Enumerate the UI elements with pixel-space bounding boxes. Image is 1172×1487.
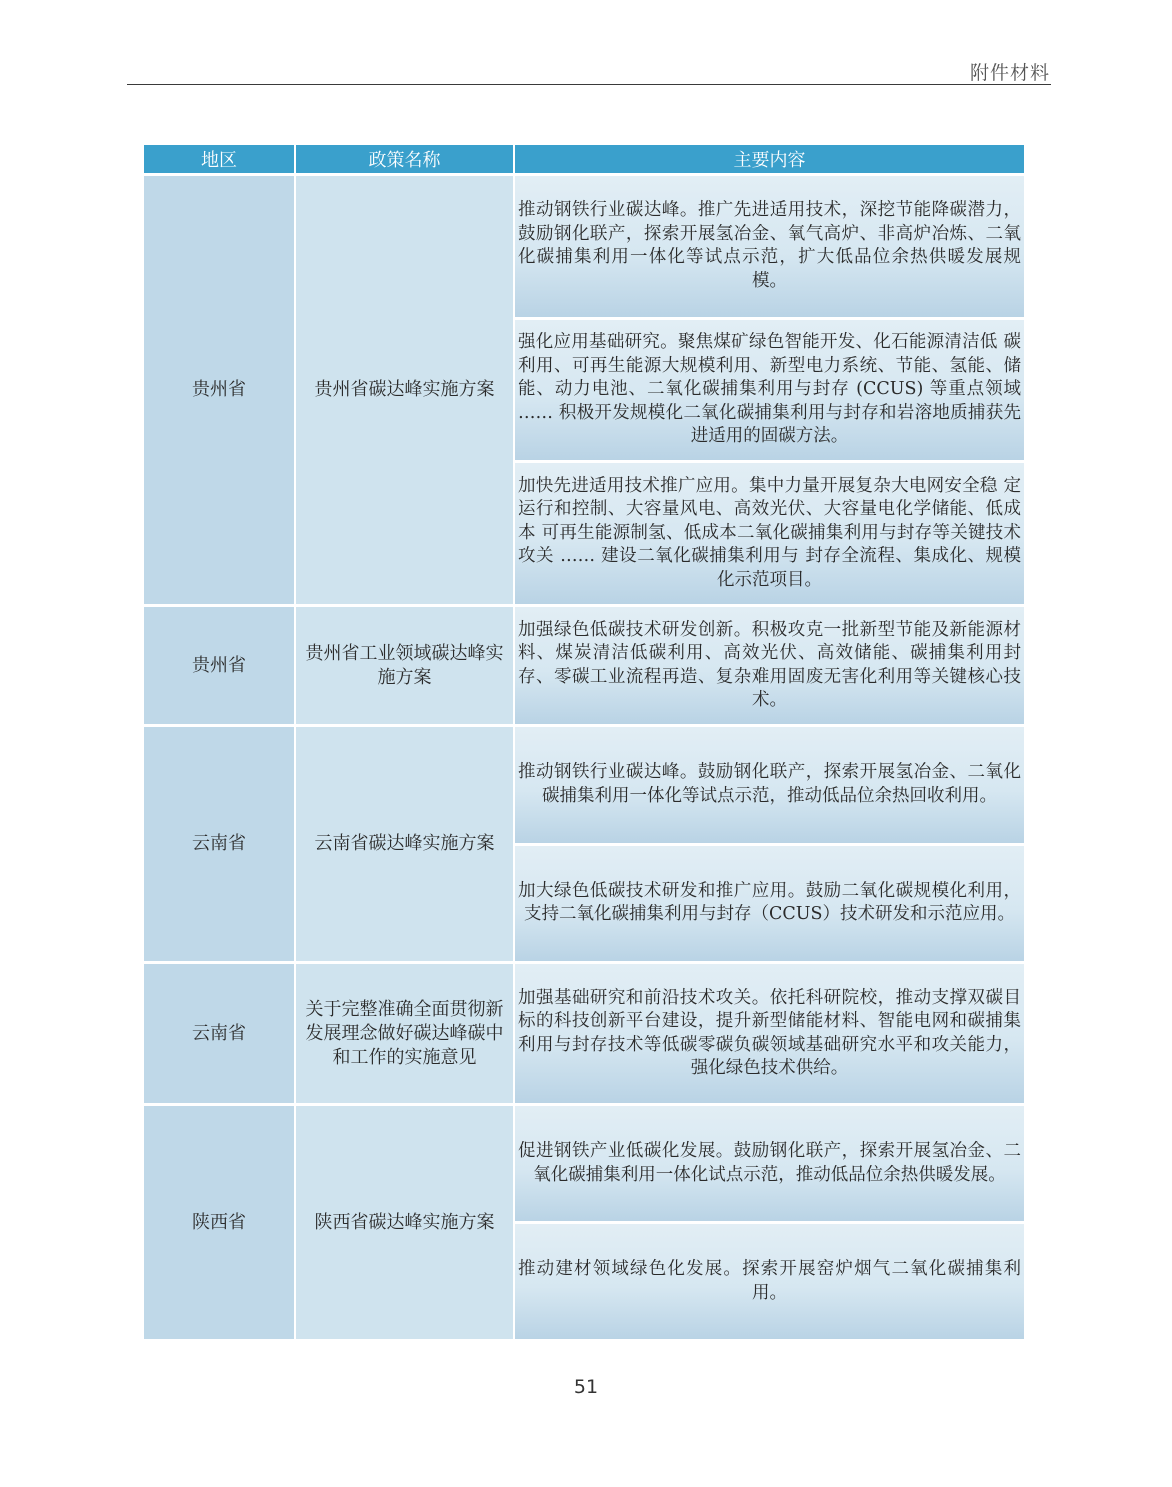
content-item bbox=[515, 176, 1024, 317]
region-cell: 云南省 bbox=[144, 727, 296, 961]
table-row bbox=[144, 604, 1024, 724]
region-cell: 云南省 bbox=[144, 964, 296, 1103]
table-header-row bbox=[144, 145, 1024, 173]
region-cell: 贵州省 bbox=[144, 607, 296, 724]
policy-cell: 陕西省碳达峰实施方案 bbox=[296, 1106, 515, 1339]
content-column bbox=[515, 727, 1024, 961]
policy-cell: 云南省碳达峰实施方案 bbox=[296, 727, 515, 961]
table-row bbox=[144, 724, 1024, 961]
content-item bbox=[515, 964, 1024, 1103]
content-item bbox=[515, 607, 1024, 724]
region-cell: 陕西省 bbox=[144, 1106, 296, 1339]
content-text: 加大绿色低碳技术研发和推广应用。鼓励二氧化碳规模化利用，支持二氧化碳捕集利用与封存（CCUS）技术研发和示范应用。 bbox=[518, 880, 1021, 925]
content-text: 推动建材领域绿色化发展。探索开展窑炉烟气二氧化碳捕集利用。 bbox=[518, 1259, 1021, 1303]
content-item bbox=[515, 843, 1024, 962]
content-item bbox=[515, 727, 1024, 843]
content-column bbox=[515, 1106, 1024, 1339]
policy-cell: 贵州省工业领域碳达峰实施方案 bbox=[296, 607, 515, 724]
content-text: 推动钢铁行业碳达峰。鼓励钢化联产，探索开展氢冶金、二氧化碳捕集利用一体化等试点示范，推动低品位余热回收利用。 bbox=[518, 762, 1021, 806]
content-text: 促进钢铁产业低碳化发展。鼓励钢化联产，探索开展氢冶金、二氧化碳捕集利用一体化试点示范，推动低品位余热供暖发展。 bbox=[518, 1141, 1021, 1185]
table-row bbox=[144, 1103, 1024, 1339]
page-number: 51 bbox=[573, 1376, 599, 1398]
content-text: 加强绿色低碳技术研发创新。积极攻克一批新型节能及新能源材料、煤炭清洁低碳利用、高效光伏、高效储能、碳捕集利用封存、零碳工业流程再造、复杂难用固废无害化利用等关键核心技术。 bbox=[518, 619, 1021, 710]
column-header-region: 地区 bbox=[144, 145, 296, 173]
content-text: 强化应用基础研究。聚焦煤矿绿色智能开发、化石能源清洁低 碳利用、可再生能源大规模利用、新型电力系统、节能、氢能、储 能、动力电池、二氧化碳捕集利用与封存 (CCUS) 等重点领域 …… 积极开发规模化二氧化碳捕集利用与封存和岩溶地质捕获先进适用的固碳方法。 bbox=[518, 332, 1021, 447]
content-item bbox=[515, 1221, 1024, 1339]
content-column bbox=[515, 176, 1024, 604]
content-item bbox=[515, 1106, 1024, 1221]
content-text: 推动钢铁行业碳达峰。推广先进适用技术，深挖节能降碳潜力，鼓励钢化联产，探索开展氢冶金、氧气高炉、非高炉冶炼、二氧 化碳捕集利用一体化等试点示范，扩大低品位余热供暖发展规模。 bbox=[518, 200, 1021, 291]
content-column bbox=[515, 607, 1024, 724]
column-header-policy: 政策名称 bbox=[296, 145, 515, 173]
header-rule bbox=[127, 84, 1051, 85]
table-row bbox=[144, 961, 1024, 1103]
region-cell: 贵州省 bbox=[144, 176, 296, 604]
policy-cell: 关于完整准确全面贯彻新发展理念做好碳达峰碳中和工作的实施意见 bbox=[296, 964, 515, 1103]
content-item bbox=[515, 460, 1024, 604]
content-column bbox=[515, 964, 1024, 1103]
content-item bbox=[515, 317, 1024, 461]
policy-cell: 贵州省碳达峰实施方案 bbox=[296, 176, 515, 604]
policy-table bbox=[144, 145, 1024, 1339]
running-header: 附件材料 bbox=[969, 62, 1050, 84]
content-text: 加快先进适用技术推广应用。集中力量开展复杂大电网安全稳 定运行和控制、大容量风电、高效光伏、大容量电化学储能、低成本 可再生能源制氢、低成本二氧化碳捕集利用与封存等关键技术攻关 …… 建设二氧化碳捕集利用与 封存全流程、集成化、规模化示范项目。 bbox=[518, 475, 1021, 590]
content-text: 加强基础研究和前沿技术攻关。依托科研院校，推动支撑双碳目标的科技创新平台建设，提升新型储能材料、智能电网和碳捕集利用与封存技术等低碳零碳负碳领域基础研究水平和攻关能力，强化绿色技术供给。 bbox=[518, 987, 1021, 1078]
column-header-content: 主要内容 bbox=[733, 150, 806, 171]
table-row bbox=[144, 173, 1024, 604]
